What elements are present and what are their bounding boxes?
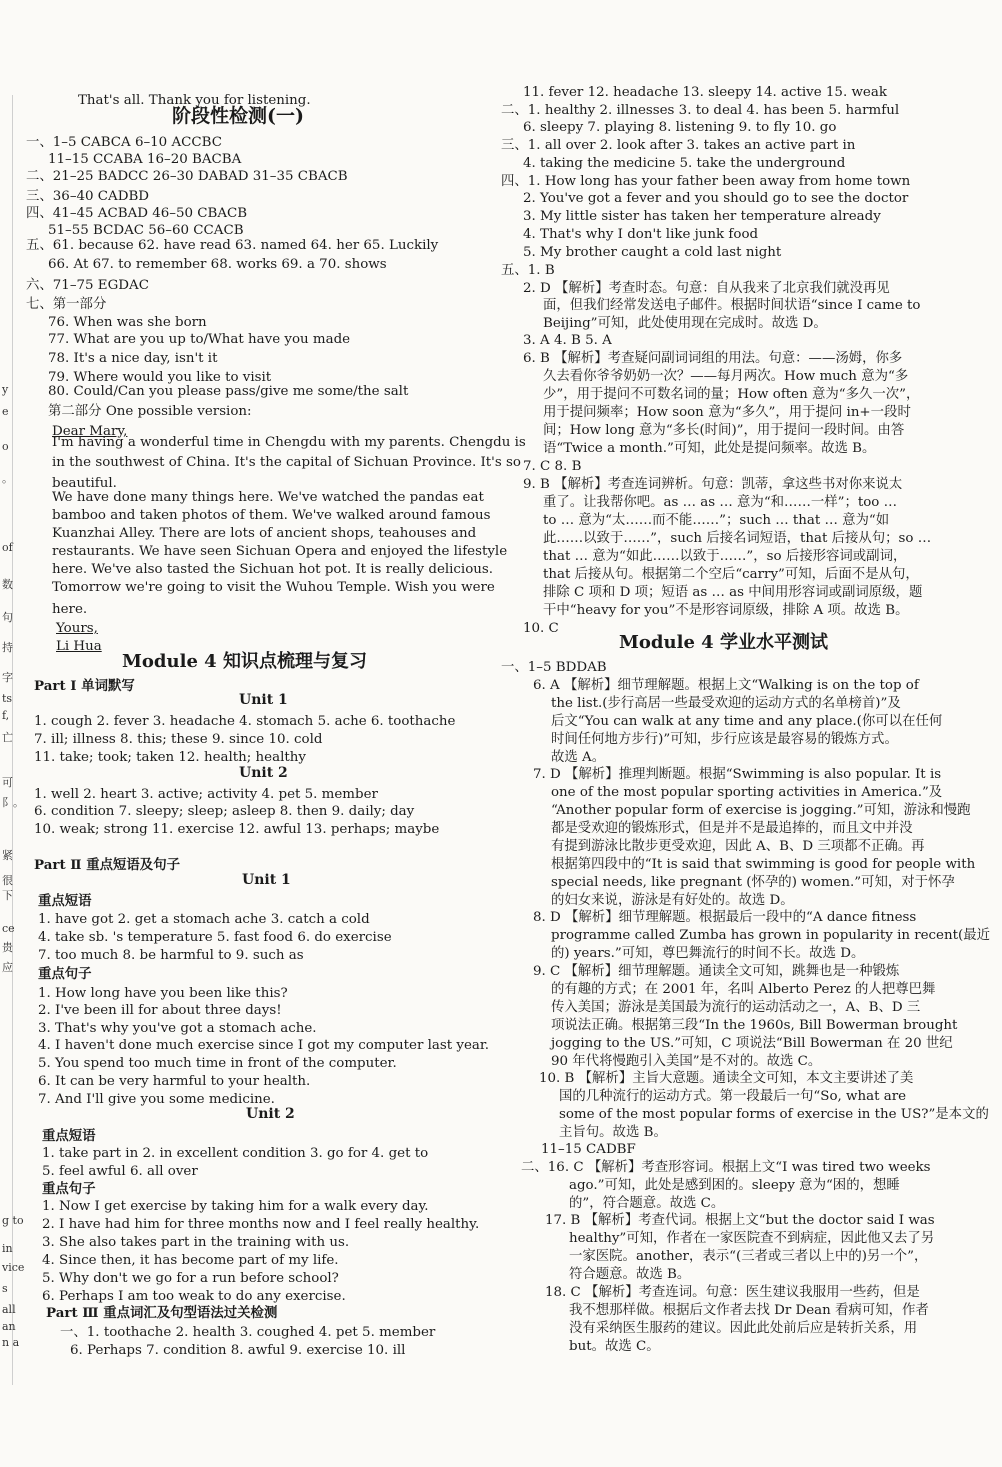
right-line: 的) years.”可知，尊巴舞流行的时间不长。故选 D。 (551, 946, 865, 961)
edge-fragment: ts (2, 692, 13, 705)
right-line: 9. B 【解析】考查连词辨析。句意：凯蒂，拿这些书对你来说太 (523, 477, 903, 492)
edge-fragment: 可 (2, 776, 13, 789)
right-line: 此……以致于……”，such 后接名词短语，that 后接从句；so … (543, 531, 932, 546)
left-line: 1. well 2. heart 3. active; activity 4. pet 5. member (34, 787, 378, 802)
edge-fragment: vice (2, 1261, 25, 1274)
left-line: Kuanzhai Alley. There are lots of ancient shops, teahouses and (52, 526, 477, 541)
right-line: 的妇女来说，游泳是有好处的。故选 D。 (551, 893, 794, 908)
edge-fragment: 字 (2, 671, 13, 684)
right-line: 重了。让我帮你吧。as … as … 意为“和……一样”；too … (543, 495, 898, 510)
left-line: Li Hua (56, 639, 102, 654)
right-line: 2. D 【解析】考查时态。句意：自从我来了北京我们就没再见 (523, 281, 890, 296)
edge-fragment: 下 (2, 889, 13, 902)
edge-fragment: g to (2, 1214, 24, 1227)
right-line: 6. A 【解析】细节理解题。根据上文“Walking is on the top of (533, 678, 919, 693)
right-line: 传入美国；游泳是美国最为流行的运动活动之一，A、B、D 三 (551, 1000, 921, 1015)
left-line: in the southwest of China. It's the capital of Sichuan Province. It's so (52, 455, 521, 470)
left-line: Unit 2 (239, 765, 288, 781)
right-line: 7. C 8. B (523, 459, 582, 474)
edge-fragment: 阝。 (2, 796, 24, 809)
left-line: 第二部分 One possible version: (48, 404, 252, 419)
left-line: 78. It's a nice day, isn't it (48, 351, 218, 366)
right-line: one of the most popular sporting activities in America.”及 (551, 785, 943, 800)
left-line: 3. That's why you've got a stomach ache. (38, 1021, 317, 1036)
right-line: 故选 A。 (551, 750, 606, 765)
right-line: healthy”可知，作者在一家医院查不到病症，因此他又去了另 (569, 1231, 935, 1246)
left-line: 10. weak; strong 11. exercise 12. awful 13. perhaps; maybe (34, 822, 440, 837)
left-line: 阶段性检测(一) (172, 105, 304, 127)
left-line: Yours, (56, 621, 98, 636)
left-line: We have done many things here. We've watched the pandas eat (52, 490, 484, 505)
left-line: 6. Perhaps I am too weak to do any exercise. (42, 1289, 346, 1304)
left-line: 4. take sb. 's temperature 5. fast food 6. do exercise (38, 930, 392, 945)
left-line: beautiful. (52, 476, 117, 491)
right-line: that 后接从句。根据第二个空后“carry”可知，后面不是从句， (543, 567, 919, 582)
edge-fragment: all (2, 1303, 16, 1316)
left-line: 77. What are you up to/What have you made (48, 332, 351, 347)
left-line: 7. And I'll give you some medicine. (38, 1092, 275, 1107)
left-line: 重点短语 (38, 893, 92, 909)
left-line: 5. You spend too much time in front of the computer. (38, 1056, 397, 1071)
right-line: programme called Zumba has grown in popularity in recent(最近 (551, 928, 990, 943)
left-line: 一、1. toothache 2. health 3. coughed 4. pet 5. member (60, 1325, 436, 1340)
left-line: Part Ⅱ 重点短语及句子 (34, 857, 180, 873)
right-line: 11. fever 12. headache 13. sleepy 14. active 15. weak (523, 85, 887, 100)
left-line: Dear Mary, (52, 424, 128, 439)
left-line: 7. too much 8. be harmful to 9. such as (38, 948, 304, 963)
left-line: 79. Where would you like to visit (48, 370, 272, 385)
right-line: 二、1. healthy 2. illnesses 3. to deal 4. has been 5. harmful (501, 103, 900, 118)
edge-fragment: ce (2, 922, 15, 935)
edge-fragment: 很 (2, 874, 13, 887)
left-line: 五、61. because 62. have read 63. named 64. her 65. Luckily (26, 238, 439, 253)
right-line: 6. sleepy 7. playing 8. listening 9. to fly 10. go (523, 120, 837, 135)
right-line: jogging to the US.”可知，C 项说法“Bill Bowerman 在 20 世纪 (551, 1036, 953, 1051)
edge-fragment: 数 (2, 578, 13, 591)
right-line: that … 意为“如此……以致于……”，so 后接形容词或副词， (543, 549, 907, 564)
left-line: 1. How long have you been like this? (38, 986, 288, 1001)
right-line: 根据第四段中的“It is said that swimming is good for people with (551, 857, 976, 872)
right-line: 一、1–5 BDDAB (501, 660, 607, 675)
edge-fragment: n a (2, 1336, 20, 1349)
right-line: 二、16. C 【解析】考查形容词。根据上文“I was tired two weeks (521, 1160, 931, 1175)
right-line: 2. You've got a fever and you should go to see the doctor (523, 191, 909, 206)
left-line: restaurants. We have seen Sichuan Opera and enjoyed the lifestyle (52, 544, 508, 559)
right-line: 久去看你爷爷奶奶一次？——每月两次。How much 意为“多 (543, 369, 909, 384)
left-line: 76. When was she born (48, 315, 207, 330)
left-line: 1. take part in 2. in excellent condition 3. go for 4. get to (42, 1146, 429, 1161)
edge-fragment: 。 (2, 472, 13, 485)
left-line: 三、36–40 CADBD (26, 189, 150, 204)
right-line: the list.(步行高居一些最受欢迎的运动方式的名单榜首)”及 (551, 696, 901, 711)
right-line: Beijing”可知，此处使用现在完成时。故选 D。 (543, 316, 827, 331)
edge-fragment: of (2, 541, 13, 554)
left-line: 六、71–75 EGDAC (26, 278, 149, 293)
right-line: 三、1. all over 2. look after 3. takes an active part in (501, 138, 856, 153)
right-line: 4. That's why I don't like junk food (523, 227, 759, 242)
left-line: 6. It can be very harmful to your health. (38, 1074, 311, 1089)
left-line: Unit 1 (239, 692, 288, 708)
right-line: 17. B 【解析】考查代词。根据上文“but the doctor said I was (545, 1213, 935, 1228)
left-line: Tomorrow we're going to visit the Wuhou Temple. Wish you were (52, 580, 495, 595)
right-line: 符合题意。故选 B。 (569, 1267, 691, 1282)
right-line: 18. C 【解析】考查连词。句意：医生建议我服用一些药，但是 (545, 1285, 920, 1300)
edge-fragment: e (2, 405, 9, 418)
edge-fragment: 句 (2, 611, 13, 624)
right-line: 的有趣的方式；在 2001 年，名叫 Alberto Perez 的人把尊巴舞 (551, 982, 936, 997)
right-line: 10. C (523, 621, 559, 636)
left-line: 11–15 CCABA 16–20 BACBA (48, 152, 242, 167)
right-line: 9. C 【解析】细节理解题。通读全文可知，跳舞也是一种锻炼 (533, 964, 900, 979)
right-line: 11–15 CADBF (541, 1142, 636, 1157)
edge-fragment: 紧 (2, 849, 13, 862)
left-line: Part Ⅰ 单词默写 (34, 678, 135, 694)
right-line: Module 4 学业水平测试 (619, 632, 828, 653)
edge-fragment: 应 (2, 961, 13, 974)
right-line: 没有采纳医生服药的建议。因此此处前后应是转折关系，用 (569, 1321, 918, 1336)
right-line: 4. taking the medicine 5. take the underground (523, 156, 846, 171)
edge-fragment: o (2, 440, 9, 453)
right-line: 3. My little sister has taken her temperature already (523, 209, 881, 224)
edge-fragment: an (2, 1320, 16, 1333)
left-line: here. (52, 602, 88, 617)
left-line: I'm having a wonderful time in Chengdu with my parents. Chengdu is (52, 435, 526, 450)
right-line: 四、1. How long has your father been away from home town (501, 174, 911, 189)
right-line: 间；How long 意为“多长(时间)”，用于提问一段时间。由答 (543, 423, 905, 438)
right-line: 后文“You can walk at any time and any place.(你可以在任何 (551, 714, 943, 729)
left-line: Unit 2 (246, 1106, 295, 1122)
left-line: 5. feel awful 6. all over (42, 1164, 198, 1179)
left-line: 重点句子 (42, 1181, 96, 1197)
right-line: “Another popular form of exercise is jogging.”可知，游泳和慢跑 (551, 803, 971, 818)
left-line: bamboo and taken photos of them. We've walked around famous (52, 508, 491, 523)
right-line: 都是受欢迎的锻炼形式，但是并不是最追捧的，而且文中并没 (551, 821, 913, 836)
left-line: Part Ⅲ 重点词汇及句型语法过关检测 (46, 1305, 278, 1321)
right-line: some of the most popular forms of exercise in the US?”是本文的 (559, 1107, 989, 1122)
left-line: 4. I haven't done much exercise since I got my computer last year. (38, 1038, 490, 1053)
left-line: 66. At 67. to remember 68. works 69. a 70. shows (48, 257, 387, 272)
right-line: special needs, like pregnant (怀孕的) women.”可知，对于怀孕 (551, 875, 955, 890)
left-line: 6. Perhaps 7. condition 8. awful 9. exercise 10. ill (70, 1343, 406, 1358)
right-line: 有提到游泳比散步更受欢迎，因此 A、B、D 三项都不正确。再 (551, 839, 925, 854)
left-line: 3. She also takes part in the training with us. (42, 1235, 350, 1250)
left-line: 2. I have had him for three months now and I feel really healthy. (42, 1217, 480, 1232)
left-line: 二、21–25 BADCC 26–30 DABAD 31–35 CBACB (26, 169, 348, 184)
right-line: ago.”可知，此处是感到困的。sleepy 意为“困的，想睡 (569, 1178, 900, 1193)
left-line: 四、41–45 ACBAD 46–50 CBACB (26, 206, 248, 221)
right-line: 我不想那样做。根据后文作者去找 Dr Dean 看病可知，作者 (569, 1303, 929, 1318)
right-line: 排除 C 项和 D 项；短语 as … as 中间用形容词或副词原级，题 (543, 585, 923, 600)
right-line: 的”，符合题意。故选 C。 (569, 1196, 725, 1211)
edge-fragment: 持 (2, 641, 13, 654)
right-line: 干中“heavy for you”不是形容词原级，排除 A 项。故选 B。 (543, 603, 909, 618)
left-line: 51–55 BCDAC 56–60 CCACB (48, 223, 244, 238)
right-line: but。故选 C。 (569, 1339, 660, 1354)
left-line: 一、1–5 CABCA 6–10 ACCBC (26, 135, 222, 150)
left-line: 1. have got 2. get a stomach ache 3. catch a cold (38, 912, 370, 927)
left-line: 重点句子 (38, 966, 92, 982)
edge-fragment: s (2, 1282, 8, 1295)
right-line: 90 年代将慢跑引入美国”是不对的。故选 C。 (551, 1054, 822, 1069)
right-line: 面，但我们经常发送电子邮件。根据时间状语“since I came to (543, 298, 921, 313)
left-line: Unit 1 (242, 872, 291, 888)
right-line: 五、1. B (501, 263, 555, 278)
left-line: 1. Now I get exercise by taking him for a walk every day. (42, 1199, 429, 1214)
right-line: 语“Twice a month.”可知，此处是提问频率。故选 B。 (543, 441, 876, 456)
left-line: 11. take; took; taken 12. health; healthy (34, 750, 306, 765)
right-line: 5. My brother caught a cold last night (523, 245, 782, 260)
right-line: 10. B 【解析】主旨大意题。通读全文可知，本文主要讲述了美 (539, 1071, 914, 1086)
edge-fragment: f, (2, 709, 10, 722)
right-line: 主旨句。故选 B。 (559, 1125, 667, 1140)
right-line: 一家医院。another，表示“(三者或三者以上中的)另一个”， (569, 1249, 928, 1264)
left-line: 2. I've been ill for about three days! (38, 1003, 282, 1018)
left-line: Module 4 知识点梳理与复习 (122, 651, 367, 672)
right-line: 时间任何地方步行)”可知，步行应该是最容易的锻炼方式。 (551, 732, 898, 747)
left-line: 5. Why don't we go for a run before school? (42, 1271, 339, 1286)
right-line: 7. D 【解析】推理判断题。根据“Swimming is also popular. It is (533, 767, 942, 782)
right-line: 国的几种流行的运动方式。第一段最后一句“So, what are (559, 1089, 907, 1104)
right-line: to … 意为“太……而不能……”；such … that … 意为“如 (543, 513, 890, 528)
left-line: 重点短语 (42, 1128, 96, 1144)
left-line: here. We've also tasted the Sichuan hot pot. It is really delicious. (52, 562, 494, 577)
left-line: 6. condition 7. sleepy; sleep; asleep 8. then 9. daily; day (34, 804, 415, 819)
edge-fragment: 贵 (2, 941, 13, 954)
right-line: 项说法正确。根据第三段“In the 1960s, Bill Bowerman brought (551, 1018, 958, 1033)
right-line: 3. A 4. B 5. A (523, 333, 612, 348)
left-line: 1. cough 2. fever 3. headache 4. stomach 5. ache 6. toothache (34, 714, 456, 729)
right-line: 少”，用于提问不可数名词的量；How often 意为“多久一次”， (543, 387, 920, 402)
edge-fragment: in (2, 1242, 13, 1255)
left-line: 4. Since then, it has become part of my life. (42, 1253, 339, 1268)
edge-fragment: 亡 (2, 731, 13, 744)
edge-fragment: y (2, 383, 9, 396)
left-line: That's all. Thank you for listening. (78, 93, 311, 108)
left-line: 7. ill; illness 8. this; these 9. since 10. cold (34, 732, 323, 747)
left-page-edge (0, 0, 25, 1467)
right-line: 用于提问频率；How soon 意为“多久”，用于提问 in+一段时 (543, 405, 911, 420)
right-line: 8. D 【解析】细节理解题。根据最后一段中的“A dance fitness (533, 910, 917, 925)
left-line: 七、第一部分 (26, 297, 107, 312)
left-line: 80. Could/Can you please pass/give me some/the salt (48, 384, 409, 399)
right-line: 6. B 【解析】考查疑问副词词组的用法。句意：——汤姆，你多 (523, 351, 903, 366)
